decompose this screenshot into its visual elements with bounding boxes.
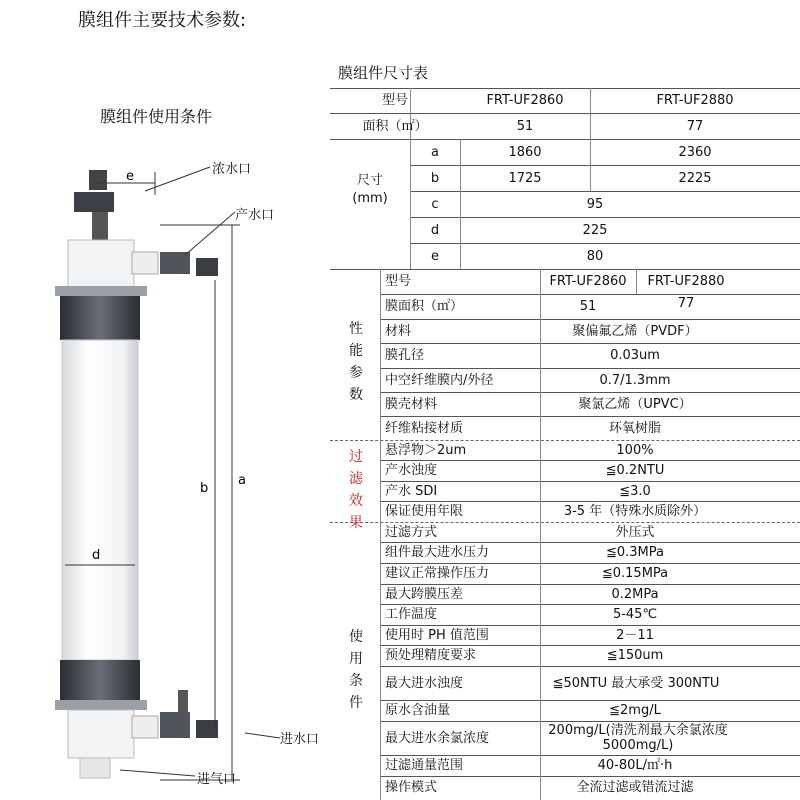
dim-key-d: d <box>430 222 440 238</box>
filtration-group-label: 过 滤 效 果 <box>349 449 363 531</box>
use-value-0: 外压式 <box>615 524 655 540</box>
dimension-table-title: 膜组件尺寸表 <box>338 64 429 82</box>
dim-b-v1: 1725 <box>508 170 542 186</box>
perf-model-1: FRT-UF2860 <box>549 274 627 289</box>
use-label-8: 原水含油量 <box>385 703 451 718</box>
dim-a-v2: 2360 <box>678 144 712 160</box>
filt-value-suspended: 100% <box>616 442 654 458</box>
dim-d-value: 225 <box>582 222 608 238</box>
use-label-0: 过滤方式 <box>385 524 438 540</box>
top-ring <box>60 296 140 340</box>
perf-value-pore: 0.03um <box>610 348 660 363</box>
filt-value-turbidity: ≦0.2NTU <box>605 463 665 478</box>
dim-area-1: 51 <box>516 118 534 134</box>
perf-label-shell: 膜壳材料 <box>385 396 438 412</box>
perf-value-material: 聚偏氟乙烯（PVDF） <box>572 323 698 339</box>
filt-value-lifetime: 3-5 年（特殊水质除外） <box>563 504 707 519</box>
filt-label-suspended: 悬浮物＞2um <box>385 442 467 458</box>
perf-value-diameter: 0.7/1.3mm <box>599 372 671 388</box>
top-clamp <box>55 286 147 296</box>
perf-value-shell: 聚氯乙烯（UPVC） <box>578 396 692 412</box>
perf-model-2: FRT-UF2880 <box>647 274 725 289</box>
dim-c-value: 95 <box>586 196 604 212</box>
perf-header-model: 型号 <box>385 274 412 289</box>
use-label-4: 工作温度 <box>385 607 438 622</box>
perf-area-2: 77 <box>677 296 695 311</box>
inlet-fitting <box>160 712 190 738</box>
module-body <box>62 340 138 660</box>
use-value-6: ≦150um <box>606 648 664 663</box>
usage-group-label: 使 用 条 件 <box>349 629 363 711</box>
use-label-2: 建议正常操作压力 <box>385 566 490 581</box>
filt-value-sdi: ≦3.0 <box>619 483 651 499</box>
perf-label-adhesive: 纤维粘接材质 <box>385 420 464 436</box>
use-value-3: 0.2MPa <box>611 586 659 602</box>
dim-model-2: FRT-UF2880 <box>656 93 734 108</box>
use-label-7: 最大进水浊度 <box>385 675 464 691</box>
use-label-10: 过滤通量范围 <box>385 758 464 773</box>
filt-label-lifetime: 保证使用年限 <box>385 504 464 519</box>
inlet-port <box>132 716 158 738</box>
dim-b-label: b <box>200 481 209 496</box>
label-inlet: 进水口 <box>280 732 320 747</box>
dim-e-label: e <box>126 169 134 184</box>
dim-e-value: 80 <box>586 248 604 264</box>
dim-model-1: FRT-UF2860 <box>486 93 564 108</box>
perf-value-adhesive: 环氧树脂 <box>608 420 661 436</box>
dim-key-b: b <box>430 170 440 186</box>
bottom-head <box>68 710 134 758</box>
use-value-4: 5-45℃ <box>612 607 658 622</box>
perf-label-pore: 膜孔径 <box>385 348 425 363</box>
use-label-11: 操作模式 <box>385 779 438 795</box>
performance-group-label: 性 能 参 数 <box>349 321 363 403</box>
perf-area-1: 51 <box>579 299 597 314</box>
use-label-9: 最大进水余氯浓度 <box>385 730 490 746</box>
dim-area-label: 面积（㎡） <box>362 118 428 134</box>
dim-key-c: c <box>431 196 439 212</box>
dim-key-e: e <box>431 248 439 264</box>
use-label-3: 最大跨膜压差 <box>385 586 464 602</box>
use-value-1: ≦0.3MPa <box>605 545 664 560</box>
page-title: 膜组件主要技术参数: <box>78 10 247 31</box>
perf-area-label: 膜面积（㎡） <box>385 299 464 314</box>
dim-area-2: 77 <box>686 118 704 134</box>
dim-header-model: 型号 <box>381 93 408 108</box>
use-value-7: ≦50NTU 最大承受 300NTU <box>552 675 720 691</box>
filt-label-turbidity: 产水浊度 <box>385 463 438 478</box>
dim-size-unit: (mm) <box>352 190 388 206</box>
concentrate-outlet-fitting <box>74 170 114 240</box>
use-label-6: 预处理精度要求 <box>385 648 477 663</box>
dim-key-a: a <box>431 144 439 160</box>
top-head <box>68 240 134 288</box>
use-label-5: 使用时 PH 值范围 <box>385 627 489 643</box>
membrane-module-diagram <box>0 0 330 800</box>
use-value-8: ≦2mg/L <box>609 703 661 718</box>
label-concentrate-outlet: 浓水口 <box>212 162 252 177</box>
dim-a-v1: 1860 <box>508 144 542 160</box>
use-value-11: 全流过滤或错流过滤 <box>576 779 694 795</box>
dim-size-label: 尺寸 <box>356 172 383 188</box>
use-value-9: 200mg/L(清洗剂最大余氯浓度 5000mg/L) <box>548 723 728 753</box>
perf-label-diameter: 中空纤维膜内/外径 <box>385 372 494 388</box>
label-air-inlet: 进气口 <box>197 772 237 787</box>
use-label-1: 组件最大进水压力 <box>385 545 490 560</box>
dim-a-label: a <box>238 473 246 488</box>
use-value-5: 2－11 <box>616 627 654 643</box>
use-value-10: 40-80L/㎡·h <box>597 758 673 773</box>
product-outlet-fitting <box>160 252 190 274</box>
air-inlet-port <box>80 758 110 778</box>
product-port <box>132 252 158 274</box>
filt-label-sdi: 产水 SDI <box>385 483 438 499</box>
dim-d-label: d <box>92 548 101 563</box>
label-product-outlet: 产水口 <box>235 208 275 223</box>
perf-label-material: 材料 <box>385 323 412 339</box>
conditions-heading: 膜组件使用条件 <box>100 107 213 126</box>
bottom-ring <box>60 660 140 700</box>
use-value-2: ≦0.15MPa <box>601 566 669 581</box>
bottom-clamp <box>55 700 147 710</box>
dim-b-v2: 2225 <box>678 170 712 186</box>
